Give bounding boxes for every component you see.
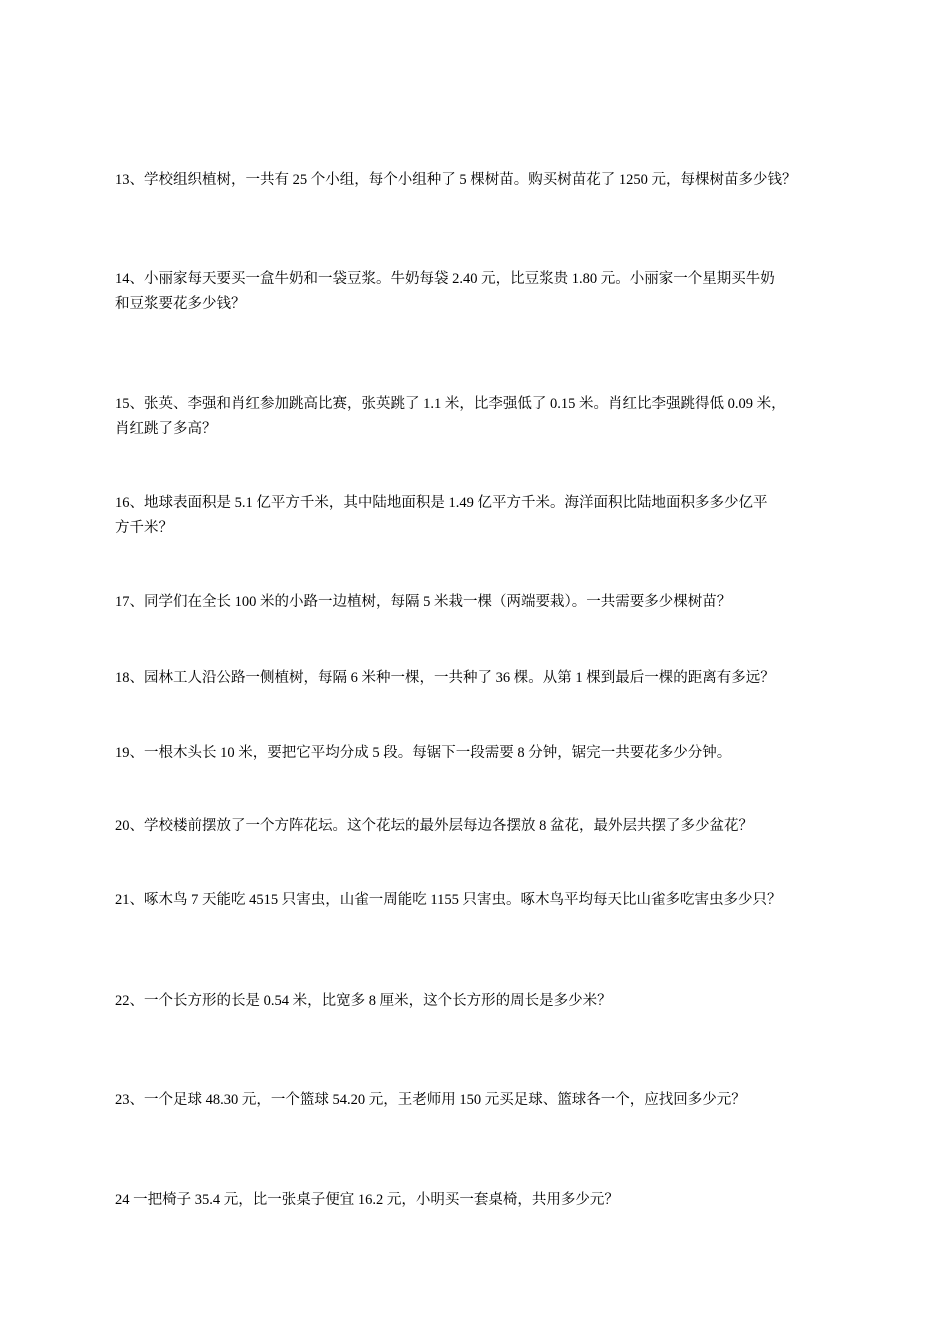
- problem-text: 20、学校楼前摆放了一个方阵花坛。这个花坛的最外层每边各摆放 8 盆花，最外层共摆了多少盆花？: [115, 818, 753, 834]
- problem-16: [115, 491, 865, 541]
- problem-17: [115, 590, 865, 615]
- problem-text: 方千米？: [115, 520, 173, 536]
- problem-text: 23、一个足球 48.30 元，一个篮球 54.20 元，王老师用 150 元买足球、篮球各一个，应找回多少元？: [115, 1092, 746, 1108]
- problem-text: 14、小丽家每天要买一盒牛奶和一袋豆浆。牛奶每袋 2.40 元，比豆浆贵 1.80 元。小丽家一个星期买牛奶: [115, 271, 775, 287]
- problem-text: 肖红跳了多高？: [115, 421, 217, 437]
- problem-24: [115, 1188, 865, 1213]
- problem-text: 和豆浆要花多少钱？: [115, 296, 246, 312]
- problem-13: [115, 168, 865, 193]
- problem-19: [115, 741, 865, 766]
- problem-text: 16、地球表面积是 5.1 亿平方千米，其中陆地面积是 1.49 亿平方千米。海洋面积比陆地面积多多少亿平: [115, 495, 768, 511]
- problem-23: [115, 1088, 865, 1113]
- problem-text: 15、张英、李强和肖红参加跳高比赛，张英跳了 1.1 米，比李强低了 0.15 米。肖红比李强跳得低 0.09 米，: [115, 396, 786, 412]
- problem-text: 13、学校组织植树，一共有 25 个小组，每个小组种了 5 棵树苗。购买树苗花了 1250 元，每棵树苗多少钱？: [115, 172, 797, 188]
- problem-18: [115, 666, 865, 691]
- problem-text: 22、一个长方形的长是 0.54 米，比宽多 8 厘米，这个长方形的周长是多少米？: [115, 993, 612, 1009]
- problem-22: [115, 989, 865, 1014]
- problem-text: 18、园林工人沿公路一侧植树，每隔 6 米种一棵，一共种了 36 棵。从第 1 棵到最后一棵的距离有多远？: [115, 670, 775, 686]
- problem-text: 17、同学们在全长 100 米的小路一边植树，每隔 5 米栽一棵（两端要栽）。一共需要多少棵树苗？: [115, 594, 732, 610]
- problem-text: 21、啄木鸟 7 天能吃 4515 只害虫，山雀一周能吃 1155 只害虫。啄木鸟平均每天比山雀多吃害虫多少只？: [115, 892, 782, 908]
- problem-21: [115, 888, 865, 913]
- problem-text: 19、一根木头长 10 米，要把它平均分成 5 段。每锯下一段需要 8 分钟，锯完一共要花多少分钟。: [115, 745, 732, 761]
- problem-15: [115, 392, 865, 442]
- problem-14: [115, 267, 865, 317]
- problem-20: [115, 814, 865, 839]
- problem-text: 24 一把椅子 35.4 元，比一张桌子便宜 16.2 元，小明买一套桌椅，共用多少元？: [115, 1192, 619, 1208]
